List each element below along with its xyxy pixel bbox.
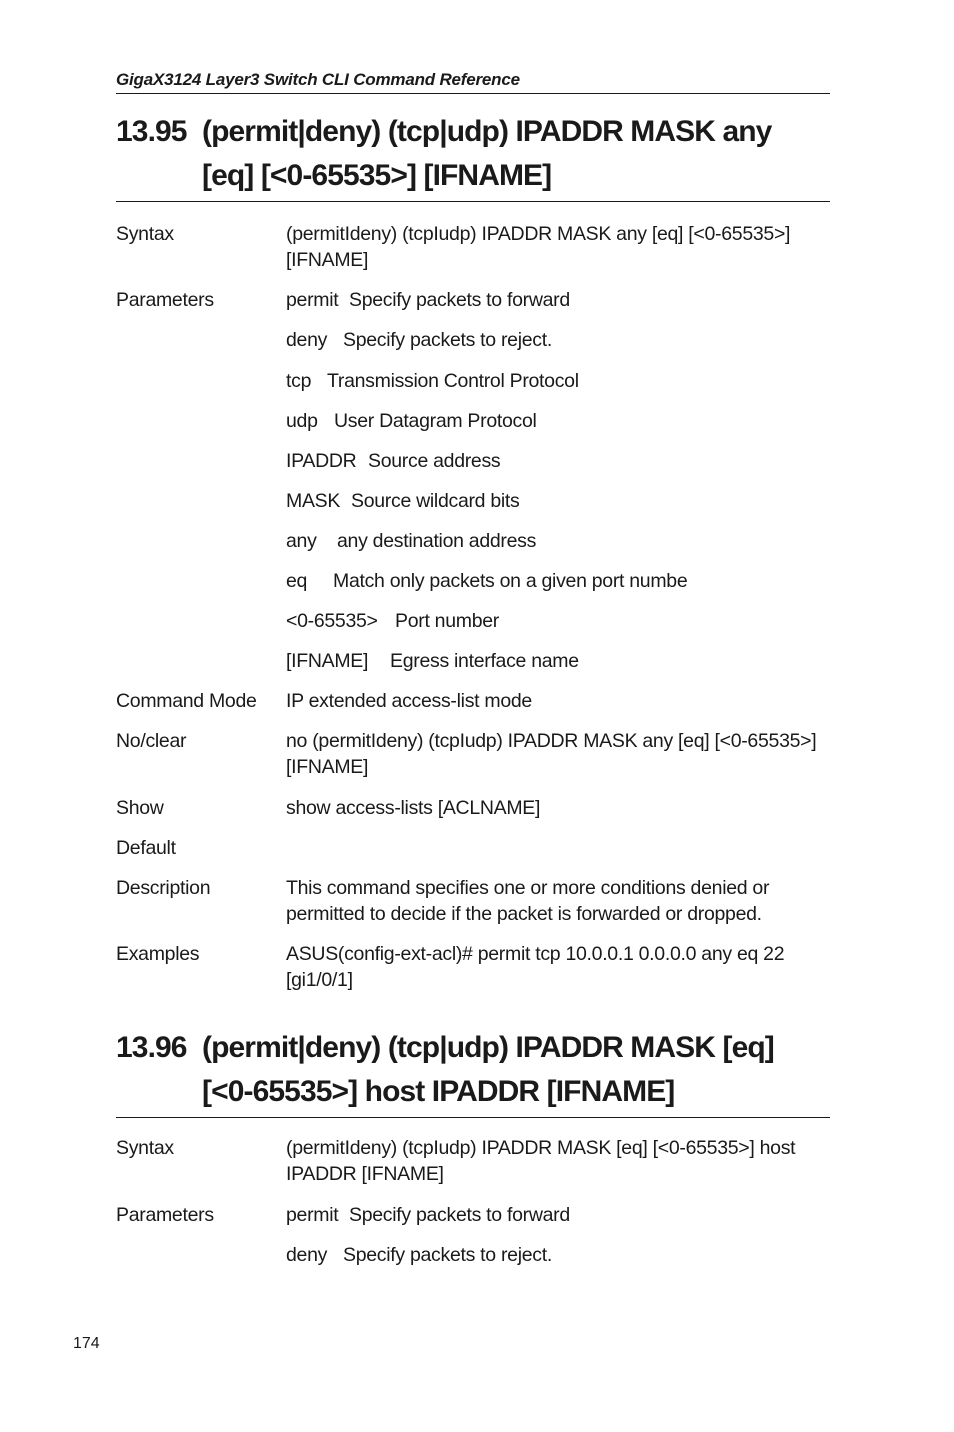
- param-desc: Source address: [368, 450, 501, 472]
- section-title-line2: [<0-65535>] host IPADDR [IFNAME]: [202, 1075, 675, 1108]
- description-line: permitted to decide if the packet is forwarded or dropped.: [286, 903, 762, 925]
- param-term: permit: [286, 289, 339, 311]
- param-desc: any destination address: [337, 530, 537, 552]
- param-term: any: [286, 530, 317, 552]
- param-desc: User Datagram Protocol: [334, 410, 537, 432]
- noclear-line: [IFNAME]: [286, 756, 369, 778]
- section-heading-13-96: [116, 1026, 830, 1118]
- syntax-label: Syntax: [116, 1137, 174, 1159]
- section-number: 13.96: [116, 1031, 187, 1064]
- param-desc: Specify packets to forward: [349, 289, 570, 311]
- syntax-value: [286, 221, 836, 273]
- description-line: This command specifies one or more conditions denied or: [286, 877, 770, 899]
- param-term: deny: [286, 329, 328, 351]
- section-number: 13.95: [116, 115, 187, 148]
- param-desc: Specify packets to reject.: [343, 329, 552, 351]
- param-term: [IFNAME]: [286, 650, 369, 672]
- page-number: 174: [73, 1335, 100, 1352]
- param-term: MASK: [286, 490, 341, 512]
- syntax-value: [286, 1135, 836, 1187]
- syntax-line: (permitIdeny) (tcpIudp) IPADDR MASK [eq] [<0-65535>] host: [286, 1137, 796, 1159]
- parameters-label: Parameters: [116, 1204, 214, 1226]
- param-term: udp: [286, 410, 318, 432]
- param-desc: Match only packets on a given port numbe: [333, 570, 688, 592]
- section-title-line2: [eq] [<0-65535>] [IFNAME]: [202, 159, 552, 192]
- command-mode-value: IP extended access-list mode: [286, 690, 532, 712]
- section-heading-13-95: [116, 110, 830, 202]
- show-value: show access-lists [ACLNAME]: [286, 797, 541, 819]
- syntax-line: (permitIdeny) (tcpIudp) IPADDR MASK any [eq] [<0-65535>]: [286, 223, 791, 245]
- parameters-label: Parameters: [116, 289, 214, 311]
- noclear-line: no (permitIdeny) (tcpIudp) IPADDR MASK any [eq] [<0-65535>]: [286, 730, 817, 752]
- examples-line: ASUS(config-ext-acl)# permit tcp 10.0.0.1 0.0.0.0 any eq 22: [286, 943, 785, 965]
- syntax-label: Syntax: [116, 223, 174, 245]
- noclear-label: No/clear: [116, 730, 187, 752]
- param-desc: Egress interface name: [390, 650, 579, 672]
- param-term: deny: [286, 1244, 328, 1266]
- default-label: Default: [116, 837, 176, 859]
- param-term: <0-65535>: [286, 610, 378, 632]
- param-desc: Transmission Control Protocol: [327, 370, 579, 392]
- running-header: GigaX3124 Layer3 Switch CLI Command Reference: [116, 70, 830, 94]
- param-desc: Specify packets to forward: [349, 1204, 570, 1226]
- section-title-line1: (permit|deny) (tcp|udp) IPADDR MASK any: [202, 115, 772, 148]
- param-desc: Specify packets to reject.: [343, 1244, 552, 1266]
- show-label: Show: [116, 797, 164, 819]
- examples-line: [gi1/0/1]: [286, 969, 353, 991]
- examples-label: Examples: [116, 943, 200, 965]
- syntax-line: [IFNAME]: [286, 249, 369, 271]
- syntax-line: IPADDR [IFNAME]: [286, 1163, 444, 1185]
- description-value: [286, 875, 836, 927]
- param-term: permit: [286, 1204, 339, 1226]
- param-term: tcp: [286, 370, 312, 392]
- examples-value: [286, 941, 836, 993]
- section-title-line1: (permit|deny) (tcp|udp) IPADDR MASK [eq]: [202, 1031, 774, 1064]
- param-term: eq: [286, 570, 308, 592]
- param-desc: Source wildcard bits: [351, 490, 520, 512]
- param-term: IPADDR: [286, 450, 357, 472]
- noclear-value: [286, 728, 836, 780]
- description-label: Description: [116, 877, 211, 899]
- command-mode-label: Command Mode: [116, 690, 257, 712]
- param-desc: Port number: [395, 610, 499, 632]
